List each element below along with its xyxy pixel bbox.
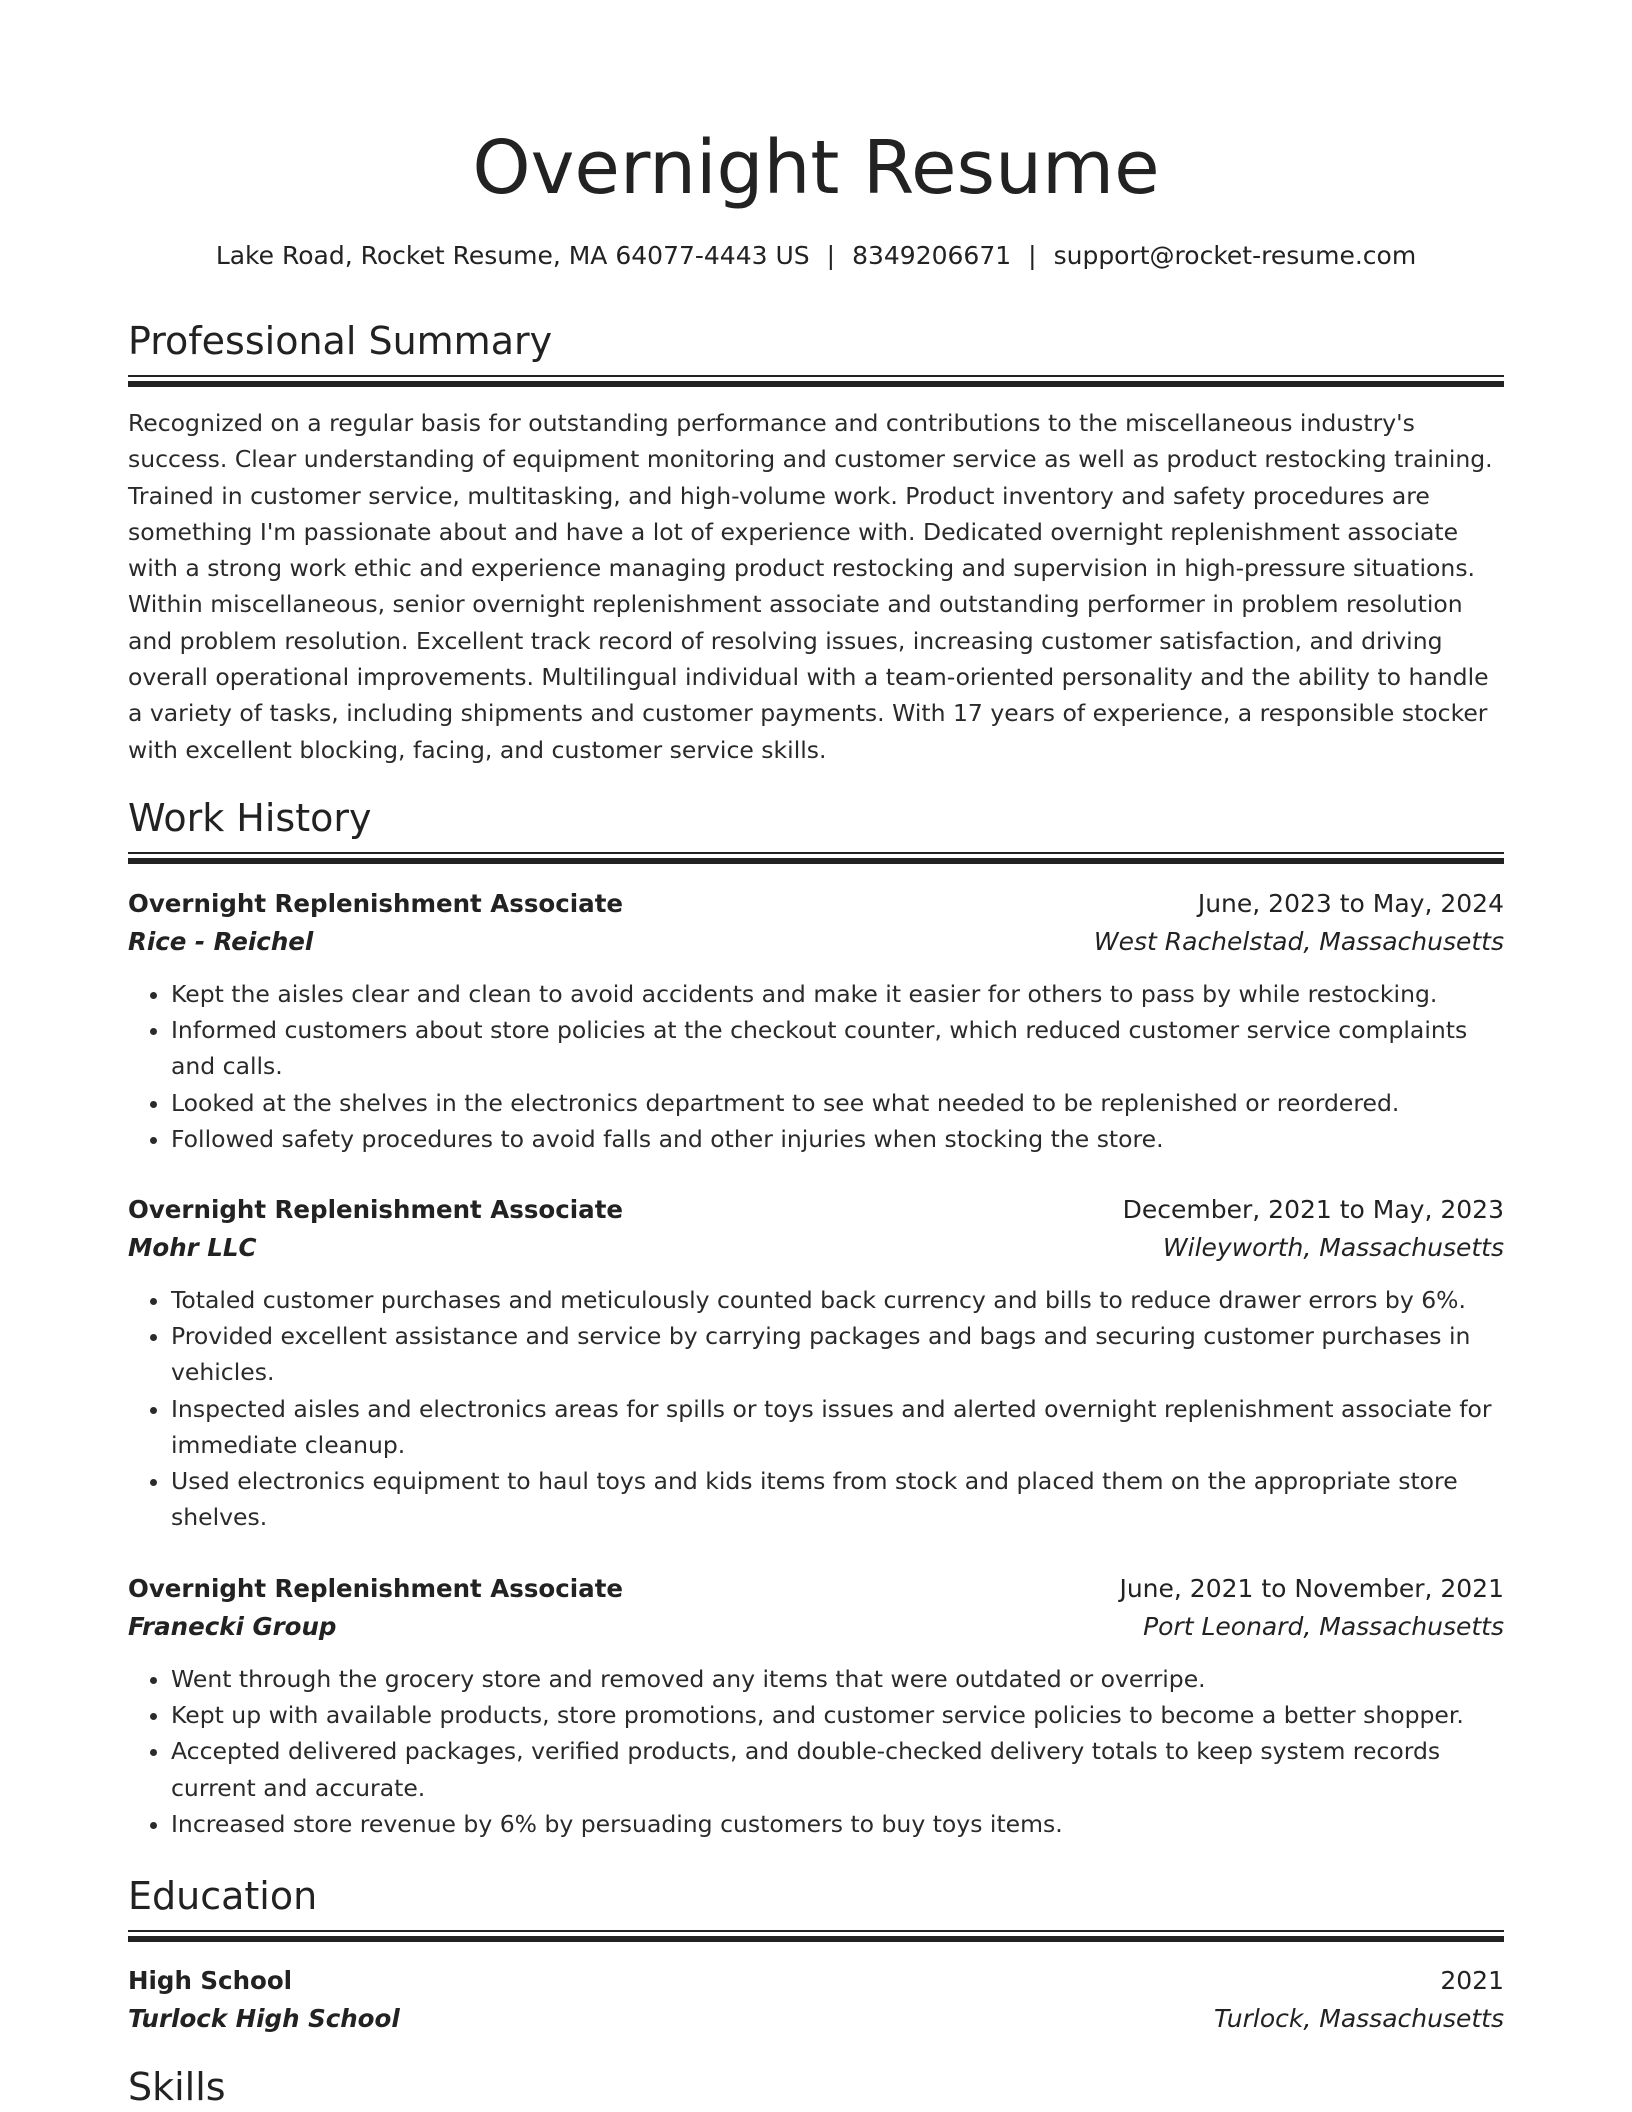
section-divider bbox=[128, 375, 1504, 387]
job-entry bbox=[128, 1570, 1504, 1842]
candidate-name: Overnight Resume bbox=[472, 125, 1160, 211]
section-divider bbox=[128, 852, 1504, 864]
job-bullets bbox=[128, 1282, 1504, 1535]
list-item: • Kept up with available products, store promotions, and customer service policies to become a better shopper. bbox=[171, 1697, 1504, 1733]
contact-phone: 8349206671 bbox=[852, 241, 1012, 270]
list-item: • Went through the grocery store and removed any items that were outdated or overripe. bbox=[171, 1661, 1504, 1697]
job-location: Wileyworth, Massachusetts bbox=[1162, 1233, 1504, 1262]
job-dates: June, 2021 to November, 2021 bbox=[1119, 1574, 1504, 1603]
contact-separator: | bbox=[826, 241, 836, 270]
job-role: Overnight Replenishment Associate bbox=[128, 1195, 624, 1224]
list-item: • Inspected aisles and electronics areas for spills or toys issues and alerted overnight replenishment associate for immediate cleanup. bbox=[171, 1391, 1504, 1463]
job-company: Mohr LLC bbox=[128, 1233, 257, 1262]
job-location: West Rachelstad, Massachusetts bbox=[1093, 927, 1504, 956]
summary-text: Recognized on a regular basis for outstanding performance and contributions to the miscellaneous industry's success. Clear understanding of equipment monitoring and customer service as well as product restocking training. Trained in customer service, multitasking, and high-volume work. Product inventory and safety procedures are something I'm passionate about and have a lot of experience with. Dedicated overnight replenishment associate with a strong work ethic and experience managing product restocking and supervision in high-pressure situations. Within miscellaneous, senior overnight replenishment associate and outstanding performer in problem resolution and problem resolution. Excellent track record of resolving issues, increasing customer satisfaction, and driving overall operational improvements. Multilingual individual with a team-oriented personality and the ability to handle a variety of tasks, including shipments and customer payments. With 17 years of experience, a responsible stocker with excellent blocking, facing, and customer service skills. bbox=[128, 409, 1493, 764]
list-item: • Totaled customer purchases and meticulously counted back currency and bills to reduce drawer errors by 6%. bbox=[171, 1282, 1504, 1318]
education-entry bbox=[128, 1962, 1504, 2038]
education-location: Turlock, Massachusetts bbox=[1214, 2004, 1504, 2033]
list-item: • Used electronics equipment to haul toys and kids items from stock and placed them on the appropriate store shelves. bbox=[171, 1463, 1504, 1535]
list-item: • Informed customers about store policies at the checkout counter, which reduced customer service complaints and calls. bbox=[171, 1012, 1504, 1084]
job-dates: June, 2023 to May, 2024 bbox=[1197, 889, 1504, 918]
job-location: Port Leonard, Massachusetts bbox=[1143, 1612, 1504, 1641]
section-title-work-history: Work History bbox=[128, 796, 372, 840]
list-item: • Increased store revenue by 6% by persuading customers to buy toys items. bbox=[171, 1806, 1504, 1842]
job-dates: December, 2021 to May, 2023 bbox=[1122, 1195, 1504, 1224]
job-role: Overnight Replenishment Associate bbox=[128, 1574, 624, 1603]
list-item: • Looked at the shelves in the electronics department to see what needed to be replenished or reordered. bbox=[171, 1085, 1504, 1121]
list-item: • Kept the aisles clear and clean to avoid accidents and make it easier for others to pass by while restocking. bbox=[171, 976, 1504, 1012]
education-year: 2021 bbox=[1440, 1966, 1504, 1995]
contact-line bbox=[128, 236, 1504, 276]
list-item: • Followed safety procedures to avoid falls and other injuries when stocking the store. bbox=[171, 1121, 1504, 1157]
job-entry bbox=[128, 1191, 1504, 1535]
list-item: • Provided excellent assistance and service by carrying packages and bags and securing customer purchases in vehicles. bbox=[171, 1318, 1504, 1390]
contact-address: Lake Road, Rocket Resume, MA 64077-4443 US bbox=[215, 241, 810, 270]
section-title-skills: Skills bbox=[128, 2065, 226, 2109]
section-divider bbox=[128, 1930, 1504, 1942]
list-item: • Accepted delivered packages, verified products, and double-checked delivery totals to keep system records current and accurate. bbox=[171, 1733, 1504, 1805]
section-title-summary: Professional Summary bbox=[128, 319, 553, 363]
contact-separator: | bbox=[1028, 241, 1037, 270]
education-degree: High School bbox=[128, 1966, 293, 1995]
job-company: Rice - Reichel bbox=[128, 927, 314, 956]
education-school: Turlock High School bbox=[128, 2004, 400, 2033]
job-bullets bbox=[128, 976, 1504, 1157]
job-role: Overnight Replenishment Associate bbox=[128, 889, 624, 918]
job-bullets bbox=[128, 1661, 1504, 1842]
job-entry bbox=[128, 885, 1504, 1157]
contact-email: support@rocket-resume.com bbox=[1053, 241, 1417, 270]
job-company: Franecki Group bbox=[128, 1612, 337, 1641]
section-title-education: Education bbox=[128, 1874, 318, 1918]
